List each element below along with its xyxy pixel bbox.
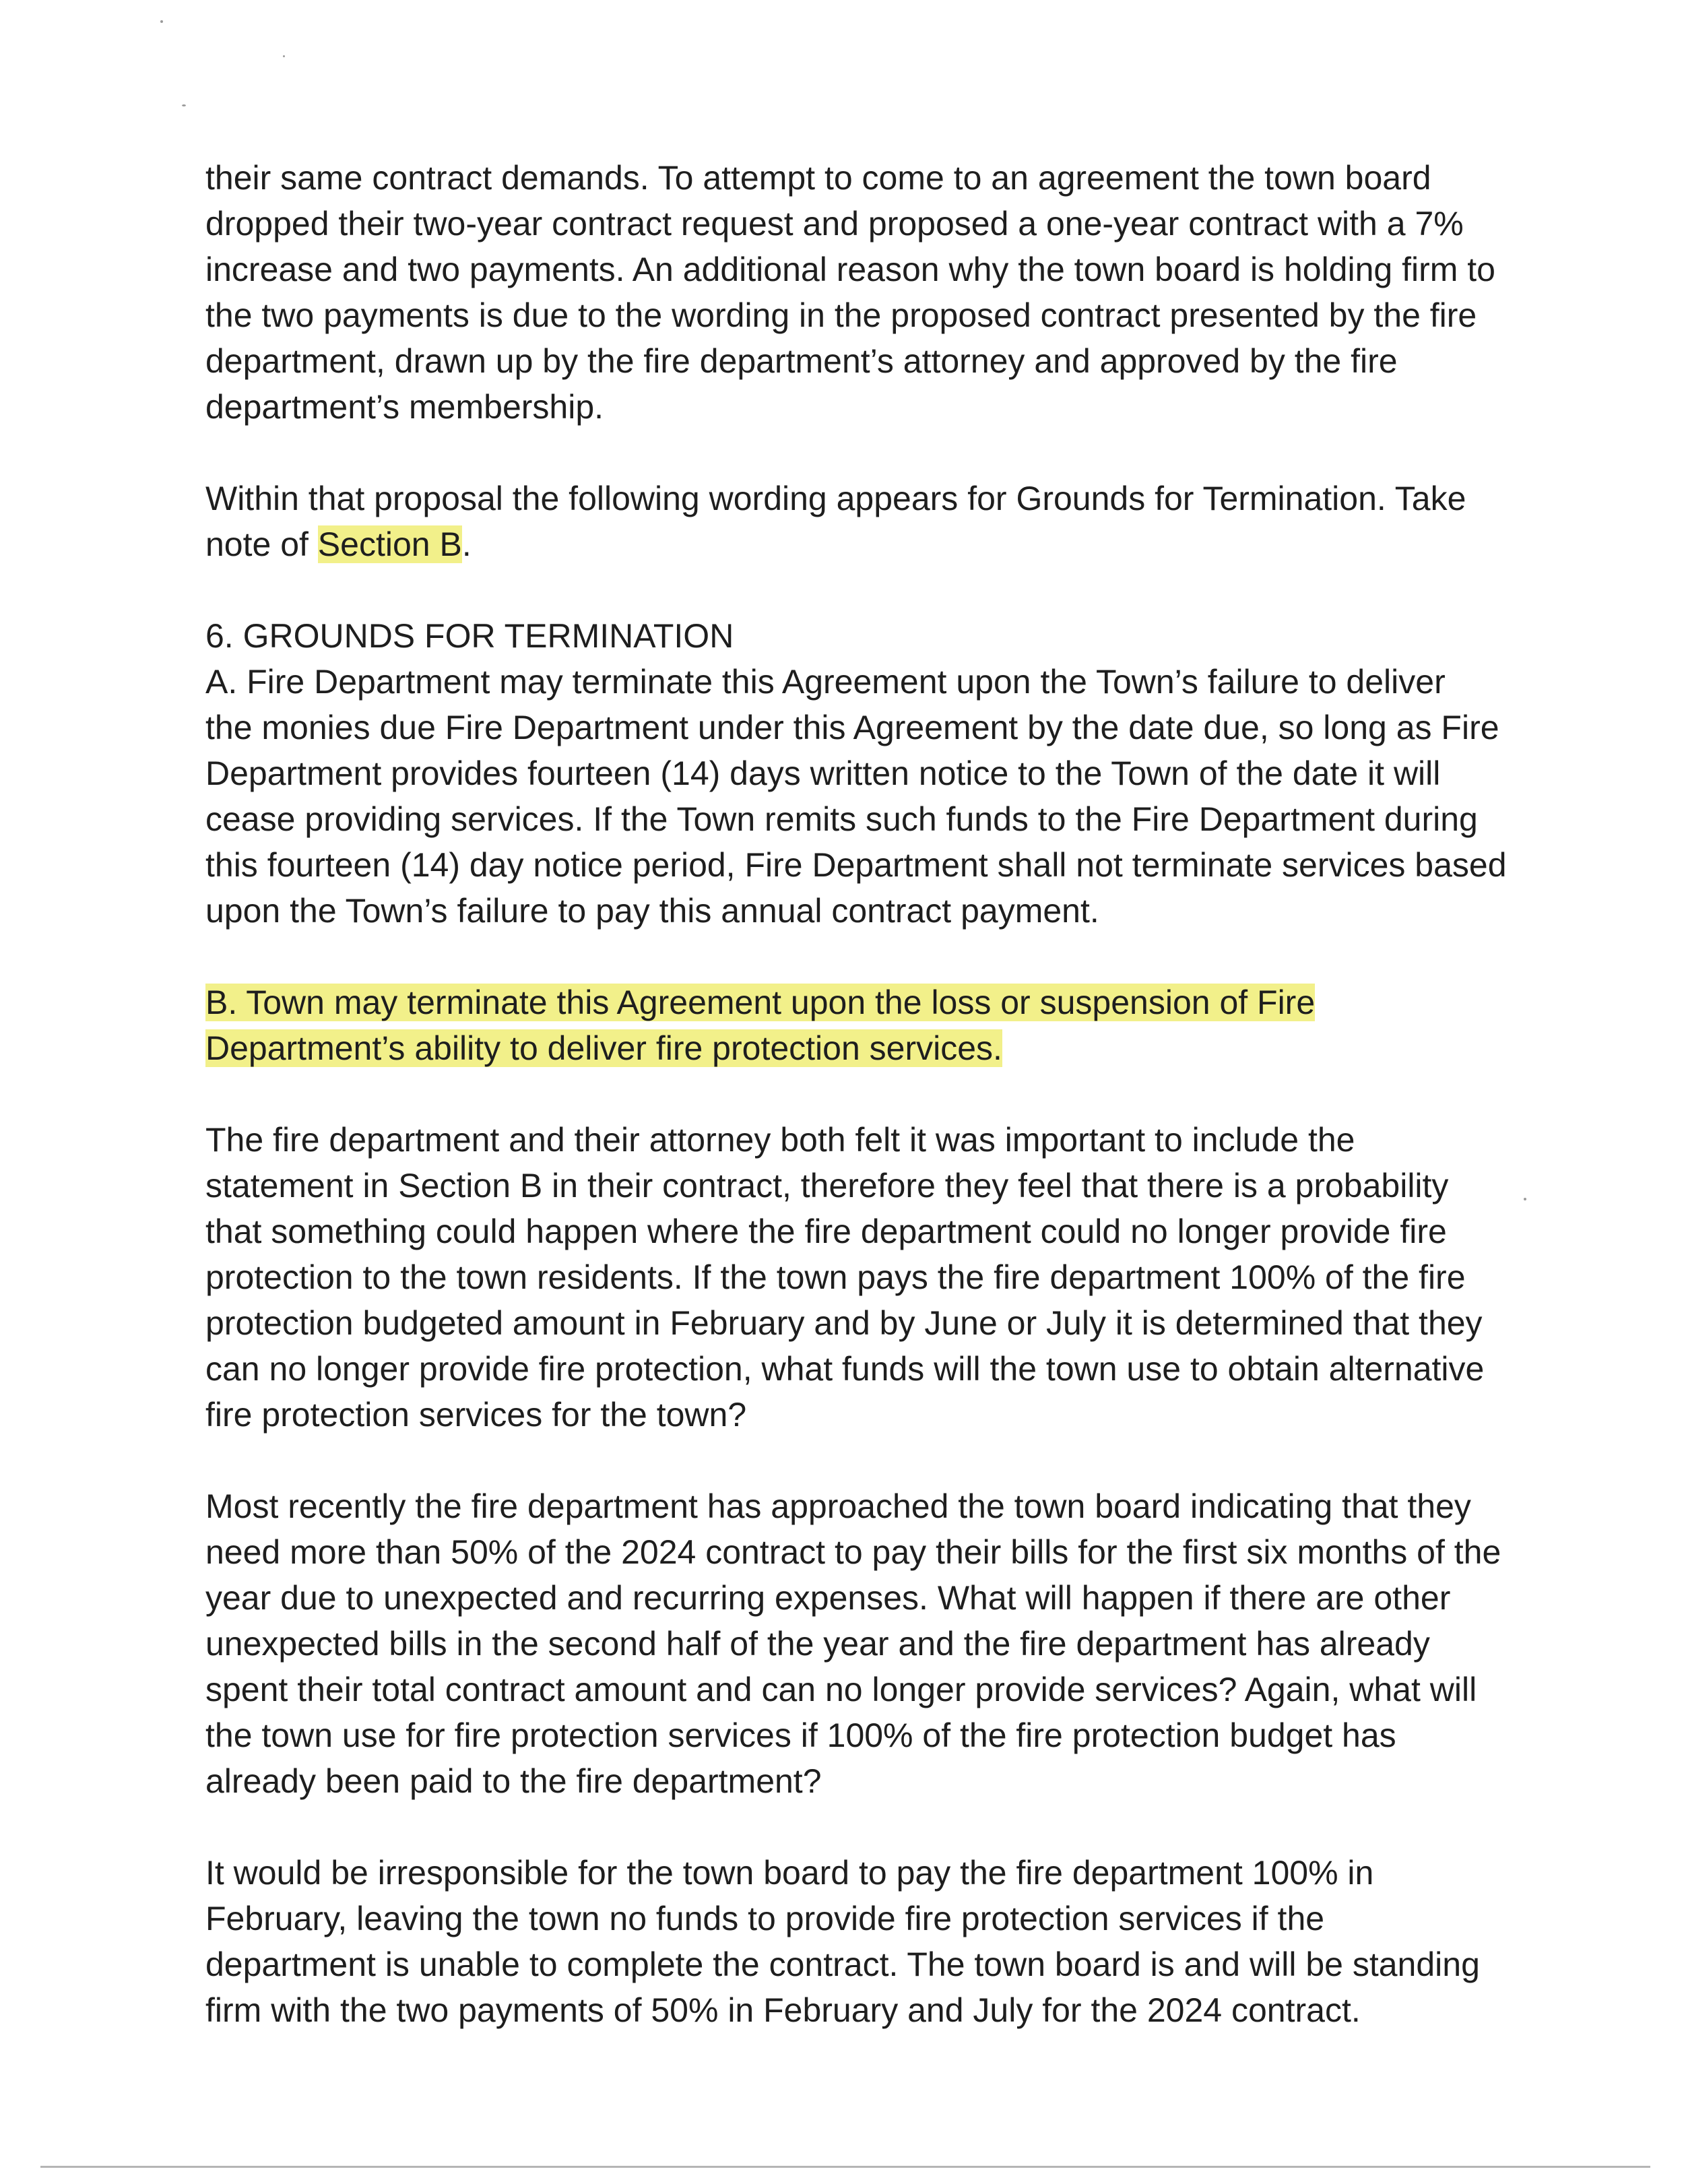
- text-line: cease providing services. If the Town remits such funds to the Fire Department during: [205, 800, 1478, 838]
- text-line: dropped their two-year contract request and proposed a one-year contract with a 7%: [205, 205, 1464, 243]
- highlight-span: B. Town may terminate this Agreement upon the loss or suspension of Fire: [205, 984, 1316, 1021]
- paragraph-attorney-section-b: [205, 1117, 1613, 1438]
- text-line: spent their total contract amount and can no longer provide services? Again, what will: [205, 1671, 1477, 1708]
- text-line: firm with the two payments of 50% in February and July for the 2024 contract.: [205, 1991, 1361, 2029]
- paragraph-recent-request: [205, 1483, 1613, 1804]
- text-line: fire protection services for the town?: [205, 1396, 747, 1434]
- text-line: the town use for fire protection services if 100% of the fire protection budget has: [205, 1716, 1396, 1754]
- text-line: Department provides fourteen (14) days written notice to the Town of the date it will: [205, 754, 1441, 792]
- text-line: increase and two payments. An additional reason why the town board is holding firm to: [205, 251, 1495, 288]
- text-line: can no longer provide fire protection, what funds will the town use to obtain alternative: [205, 1350, 1485, 1388]
- text-line: It would be irresponsible for the town board to pay the fire department 100% in: [205, 1854, 1374, 1892]
- text-line: statement in Section B in their contract, therefore they feel that there is a probability: [205, 1167, 1449, 1205]
- paragraph-grounds-for-termination: [205, 613, 1613, 934]
- text-line: Most recently the fire department has approached the town board indicating that they: [205, 1487, 1471, 1525]
- text-line: the two payments is due to the wording in the proposed contract presented by the fire: [205, 296, 1477, 334]
- scan-speck: [283, 55, 285, 57]
- text-line: The fire department and their attorney both felt it was important to include the: [205, 1121, 1355, 1159]
- text-fragment: note of: [205, 525, 318, 563]
- paragraph-conclusion: [205, 1850, 1613, 2033]
- text-line: February, leaving the town no funds to provide fire protection services if the: [205, 1900, 1325, 1937]
- text-line: their same contract demands. To attempt to come to an agreement the town board: [205, 159, 1431, 197]
- text-line: year due to unexpected and recurring expenses. What will happen if there are other: [205, 1579, 1451, 1617]
- highlighted-text-line: [205, 1025, 1613, 1071]
- text-line: unexpected bills in the second half of the year and the fire department has already: [205, 1625, 1430, 1663]
- text-line: need more than 50% of the 2024 contract to pay their bills for the first six months of the: [205, 1533, 1501, 1571]
- highlight-span: Department’s ability to deliver fire protection services.: [205, 1029, 1002, 1067]
- text-line: [205, 521, 1613, 567]
- paragraph-proposal-wording: [205, 476, 1613, 567]
- document-body: [205, 155, 1613, 2079]
- text-fragment: .: [461, 525, 472, 563]
- highlighted-text-line: [205, 979, 1613, 1025]
- text-line: already been paid to the fire department?: [205, 1762, 822, 1800]
- paragraph-section-b-highlighted: [205, 979, 1613, 1071]
- paragraph-contract-demands: [205, 155, 1613, 430]
- text-line: department’s membership.: [205, 388, 604, 426]
- highlighted-section-b-reference: Section B: [317, 525, 462, 563]
- text-line: that something could happen where the fire department could no longer provide fire: [205, 1213, 1447, 1250]
- text-line: department, drawn up by the fire department’s attorney and approved by the fire: [205, 342, 1398, 380]
- text-line: Within that proposal the following wording appears for Grounds for Termination. Take: [205, 480, 1466, 517]
- section-heading: 6. GROUNDS FOR TERMINATION: [205, 617, 734, 655]
- scan-speck: [182, 104, 186, 106]
- scan-speck: [160, 20, 163, 23]
- text-line: A. Fire Department may terminate this Agreement upon the Town’s failure to deliver: [205, 663, 1446, 701]
- text-line: protection budgeted amount in February and by June or July it is determined that they: [205, 1304, 1483, 1342]
- text-line: the monies due Fire Department under this Agreement by the date due, so long as Fire: [205, 709, 1499, 746]
- text-line: upon the Town’s failure to pay this annual contract payment.: [205, 892, 1099, 930]
- page-bottom-edge: [40, 2166, 1650, 2168]
- text-line: protection to the town residents. If the town pays the fire department 100% of the fire: [205, 1258, 1466, 1296]
- text-line: this fourteen (14) day notice period, Fire Department shall not terminate services based: [205, 846, 1507, 884]
- text-line: department is unable to complete the contract. The town board is and will be standing: [205, 1946, 1480, 1983]
